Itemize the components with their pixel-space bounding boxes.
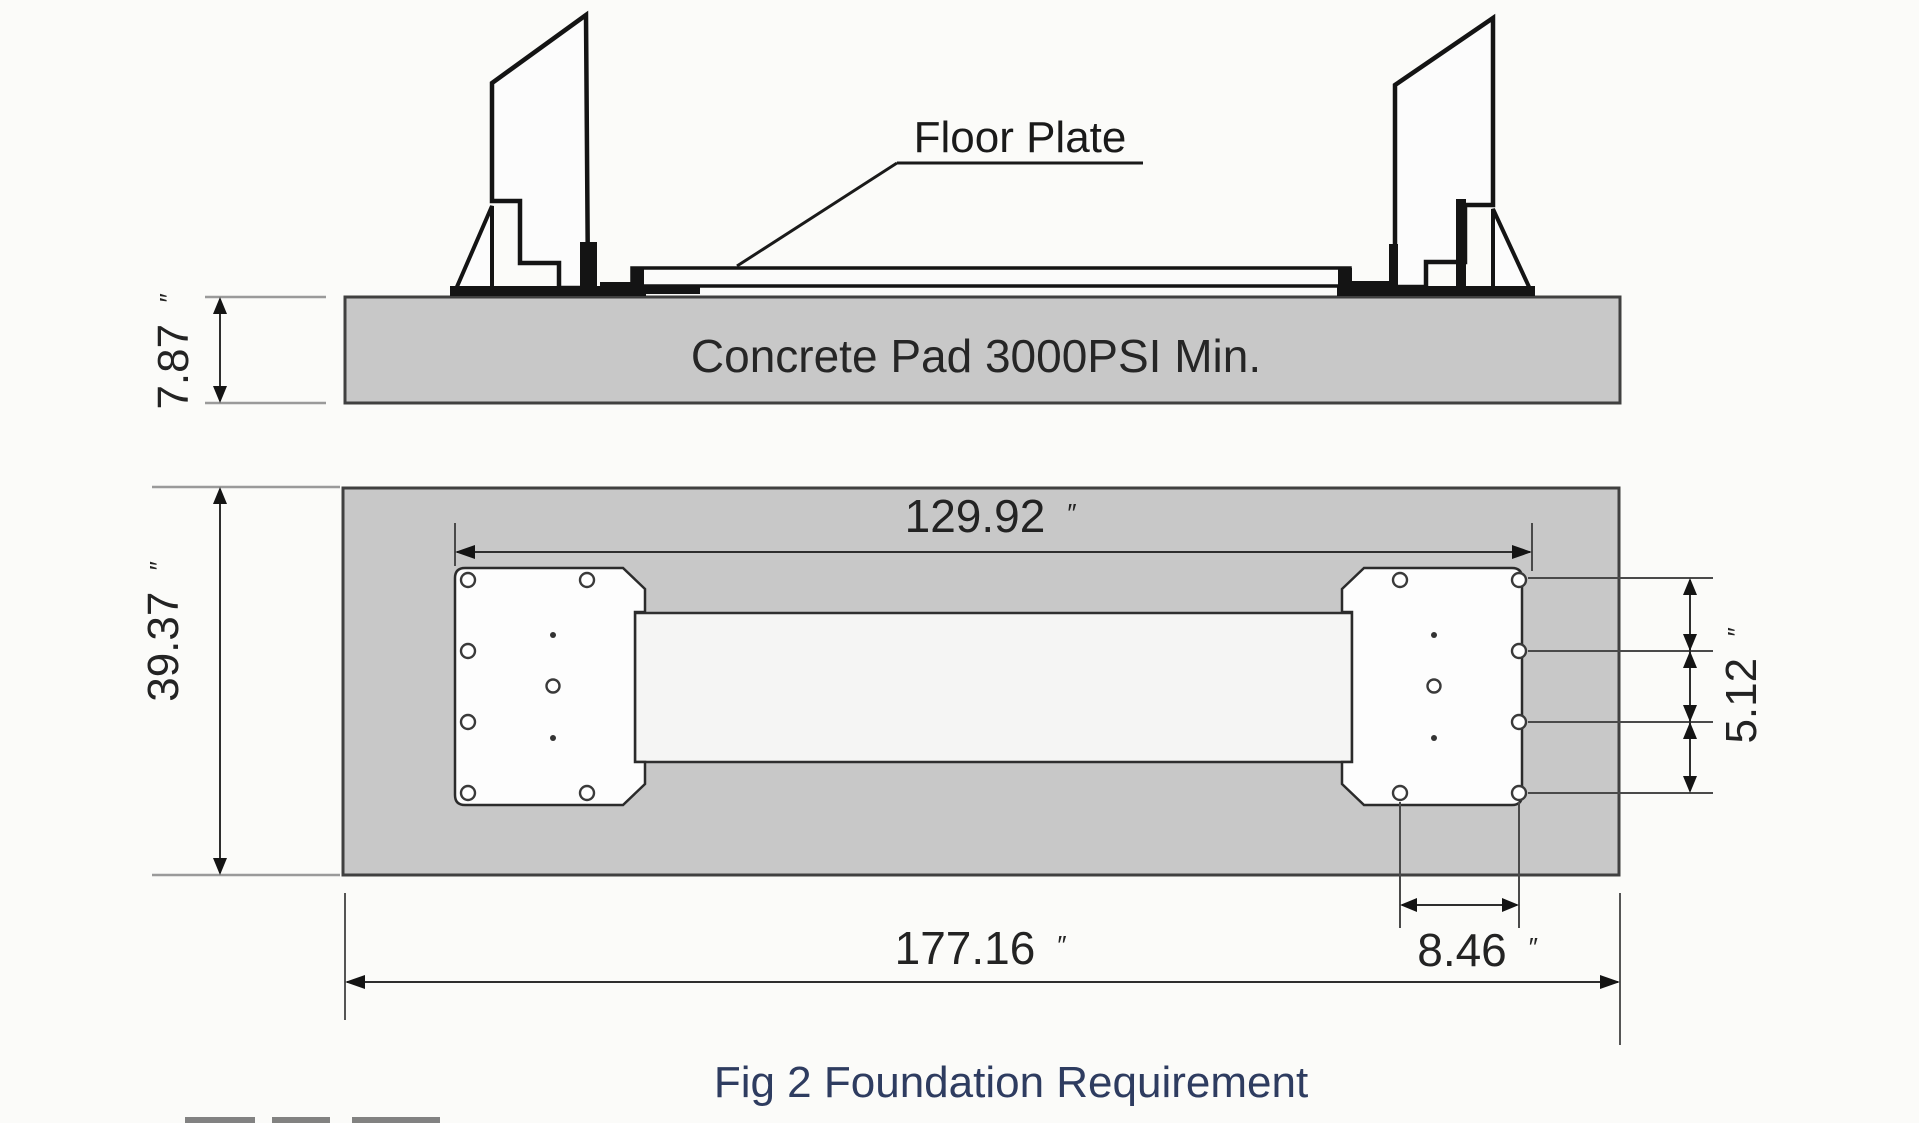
arrowhead-right	[1600, 975, 1620, 989]
floor-plate-leader-line	[737, 163, 897, 266]
bolt-hole	[461, 644, 475, 658]
bolt-hole	[461, 715, 475, 729]
right-floor-plate-anchor	[1350, 281, 1398, 293]
left-post-gusset	[456, 206, 492, 289]
bolt-hole	[1393, 573, 1407, 587]
dim-pad-width	[139, 487, 340, 875]
arrowhead-up	[1683, 722, 1697, 739]
floor-plate-right-cap	[1338, 268, 1352, 286]
bolt-hole	[580, 573, 594, 587]
concrete-pad-label: Concrete Pad 3000PSI Min.	[690, 330, 1262, 382]
center-mark	[1431, 632, 1437, 638]
arrowhead-up	[1683, 651, 1697, 668]
arrowhead-down	[1683, 776, 1697, 793]
floor-plate-body	[632, 268, 1350, 286]
bolt-hole	[1512, 715, 1526, 729]
floor-plate-label: Floor Plate	[913, 113, 1127, 162]
center-hole	[1428, 680, 1441, 693]
arrowhead-down	[1683, 705, 1697, 722]
bolt-hole	[461, 573, 475, 587]
center-hole	[547, 680, 560, 693]
floor-plate-plan-strip	[635, 613, 1352, 762]
cropped-text-fragment	[272, 1117, 330, 1123]
center-mark	[550, 632, 556, 638]
floor-plate-callout	[737, 113, 1143, 266]
dim-hole-span-label: 8.46 ″	[1417, 924, 1537, 976]
cropped-text-fragment	[185, 1117, 255, 1123]
arrowhead-down	[213, 858, 227, 875]
arrowhead-down	[1683, 634, 1697, 651]
dim-post-plate-span-label: 129.92 ″	[904, 490, 1076, 542]
floor-plate-left-cap	[632, 268, 644, 286]
right-post-gusset	[1493, 209, 1530, 289]
arrowhead-up	[213, 297, 227, 314]
bolt-hole	[1512, 573, 1526, 587]
bolt-hole	[461, 786, 475, 800]
left-post-mast	[492, 15, 588, 288]
right-post	[1337, 18, 1535, 296]
figure-caption: Fig 2 Foundation Requirement	[713, 1058, 1309, 1107]
dim-pad-thickness	[149, 294, 326, 410]
arrowhead-right	[1502, 898, 1519, 912]
bolt-hole	[580, 786, 594, 800]
arrowhead-left	[1400, 898, 1417, 912]
right-post-mast	[1395, 18, 1493, 287]
left-post	[450, 15, 700, 296]
dim-pad-length-label: 177.16 ″	[894, 922, 1066, 974]
left-post-carriage-bar	[580, 242, 597, 290]
floor-plate	[632, 268, 1352, 286]
bolt-hole	[1393, 786, 1407, 800]
bolt-hole	[1512, 644, 1526, 658]
cropped-text-fragment	[185, 1117, 440, 1123]
arrowhead-left	[345, 975, 365, 989]
right-post-carriage-bar	[1456, 199, 1466, 288]
arrowhead-up	[213, 487, 227, 504]
side-elevation-view	[149, 15, 1620, 410]
bolt-hole	[1512, 786, 1526, 800]
center-mark	[550, 735, 556, 741]
dim-pad-width-label: 39.37 ″	[139, 562, 188, 702]
cropped-text-fragment	[352, 1117, 440, 1123]
arrowhead-up	[1683, 578, 1697, 595]
dim-hole-pitch-label: 5.12 ″	[1717, 628, 1766, 744]
center-mark	[1431, 735, 1437, 741]
dim-pad-thickness-label: 7.87 ″	[149, 294, 198, 410]
arrowhead-down	[213, 386, 227, 403]
plan-view	[139, 487, 1766, 1045]
